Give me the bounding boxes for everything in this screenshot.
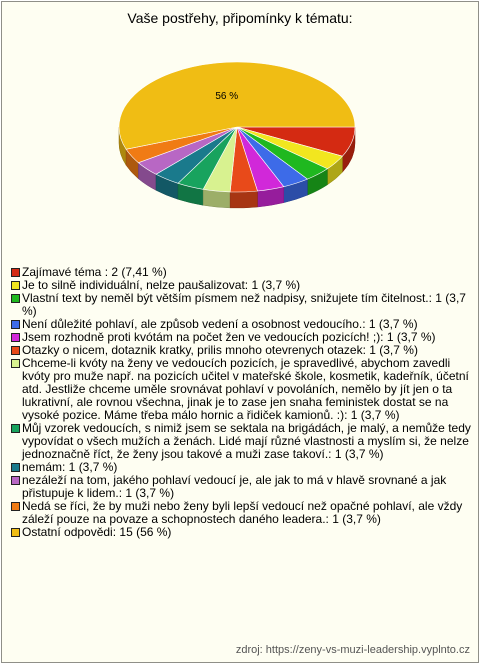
pie-slice-side (230, 191, 257, 208)
legend-label: Nedá se říci, že by muži nebo ženy byli lepší vedoucí než opačné pohlaví, ale vždy záleží pouze na povaze a schopnostech daného leadera.: 1 (3,7 %) (22, 499, 463, 526)
legend-label: Není důležité pohlaví, ale způsob vedení a osobnost vedoucího.: 1 (3,7 %) (22, 317, 418, 331)
legend-item (11, 526, 473, 539)
legend-label: Můj vzorek vedoucích, s nimiž jsem se sektala na brigádách, je malý, a nemůže tedy vypovídat o všech mužích a ženách. Lidé mají různé vlastnosti a myslím si, že nelze jednoznačně říct, že ženy jsou takové a muži zase takoví.: 1 (3,7 %) (22, 421, 471, 461)
legend-swatch (11, 346, 20, 355)
legend-swatch (11, 281, 20, 290)
legend-item (11, 500, 473, 526)
legend-swatch (11, 333, 20, 342)
legend-label: Zajímavé téma : 2 (7,41 %) (22, 265, 167, 279)
legend-label: Ostatní odpovědi: 15 (56 %) (22, 525, 172, 539)
legend-item (11, 357, 473, 422)
legend-swatch (11, 320, 20, 329)
legend-item (11, 474, 473, 500)
pie-chart (2, 42, 478, 242)
chart-legend (11, 266, 473, 539)
legend-swatch (11, 424, 20, 433)
legend-label: Vlastní text by neměl být větším písmem než nadpisy, snižujete tím čitelnost.: 1 (3,7 %) (22, 291, 466, 318)
source-link[interactable]: zdroj: https://zeny-vs-muzi-leadership.vyplnto.cz (235, 644, 470, 656)
legend-label: nezáleží na tom, jakého pohlaví vedoucí je, ale jak to má v hlavě srovnané a jak přistupuje k lidem.: 1 (3,7 %) (22, 473, 447, 500)
legend-label: Je to silně individuální, nelze paušalizovat: 1 (3,7 %) (22, 278, 301, 292)
legend-swatch (11, 359, 20, 368)
legend-swatch (11, 294, 20, 303)
legend-swatch (11, 528, 20, 537)
legend-swatch (11, 268, 20, 277)
legend-swatch (11, 463, 20, 472)
legend-label: nemám: 1 (3,7 %) (22, 460, 118, 474)
legend-label: Jsem rozhodně proti kvótám na počet žen ve vedoucích pozicích! ;): 1 (3,7 %) (22, 330, 436, 344)
legend-label: Otazky o nicem, dotaznik kratky, prilis mnoho otevrenych otazek: 1 (3,7 %) (22, 343, 418, 357)
slice-data-label: 56 % (215, 90, 239, 102)
legend-item (11, 292, 473, 318)
legend-item (11, 422, 473, 461)
pie-slice-side (203, 189, 230, 208)
chart-title: Vaše postřehy, připomínky k tématu: (127, 10, 353, 26)
legend-swatch (11, 502, 20, 511)
chart-frame (1, 1, 479, 663)
legend-swatch (11, 476, 20, 485)
legend-label: Chceme-li kvóty na ženy ve vedoucích pozicích, je spravedlivé, abychom zavedli kvóty pro muže např. na pozicích učitel v mateřské škole, kosmetik, kadeřník, účetní atd. Jestliže chceme uměle srovnávat pohlaví v povoláních, nemělo by jít jen o ta lukrativní, ale rovnou všechna, jinak je to zase jen snaha feministek dostat se na vysoké pozice. Máme třeba málo hornic a řidiček kamionů. :): 1 (3,7 %) (22, 356, 469, 422)
